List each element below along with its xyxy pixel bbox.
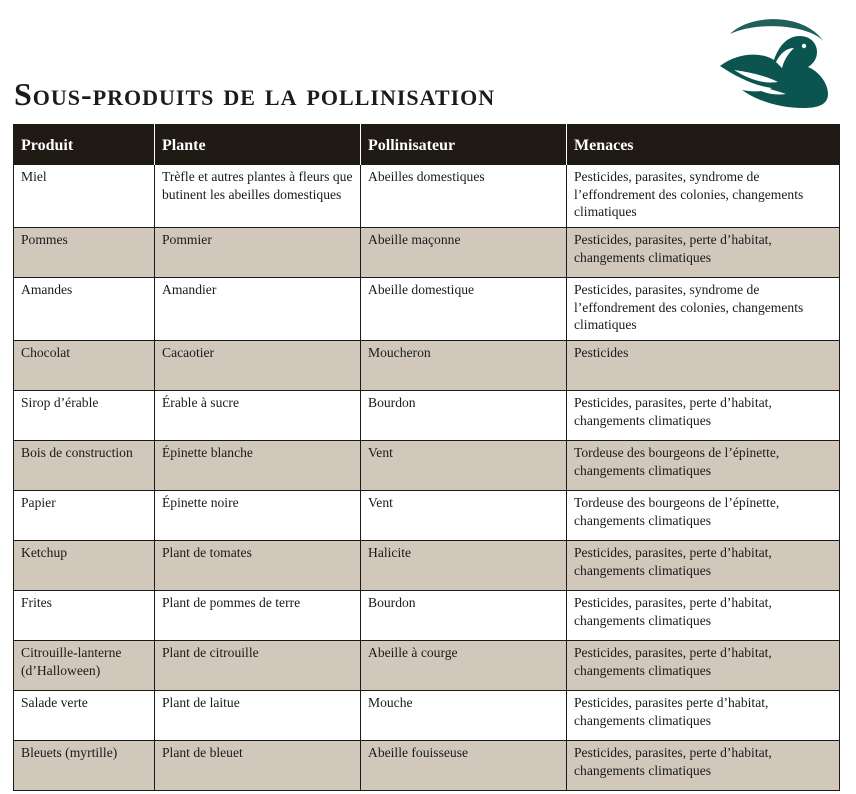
pollination-table (13, 124, 840, 791)
cell-plante: Plant de bleuet (155, 741, 361, 791)
header-plante: Plante (155, 124, 361, 165)
cell-produit: Salade verte (14, 691, 155, 741)
cell-produit: Miel (14, 165, 155, 228)
cell-produit: Citrouille-lanterne (d’Halloween) (14, 641, 155, 691)
cell-produit: Chocolat (14, 341, 155, 391)
cell-menaces: Pesticides (567, 341, 840, 391)
table-header-row (14, 124, 840, 165)
table-row (14, 441, 840, 491)
cell-pollinisateur: Abeille domestique (361, 278, 567, 341)
cell-pollinisateur: Moucheron (361, 341, 567, 391)
cell-plante: Plant de pommes de terre (155, 591, 361, 641)
page-title: Sous-produits de la pollinisation (14, 76, 496, 112)
header-produit: Produit (14, 124, 155, 165)
cell-pollinisateur: Abeille fouisseuse (361, 741, 567, 791)
table-row (14, 491, 840, 541)
cell-plante: Trèfle et autres plantes à fleurs que butinent les abeilles domestiques (155, 165, 361, 228)
cell-pollinisateur: Mouche (361, 691, 567, 741)
cell-plante: Plant de laitue (155, 691, 361, 741)
cell-produit: Ketchup (14, 541, 155, 591)
cell-plante: Épinette blanche (155, 441, 361, 491)
table-row (14, 341, 840, 391)
cell-produit: Amandes (14, 278, 155, 341)
header-menaces: Menaces (567, 124, 840, 165)
header-pollinisateur: Pollinisateur (361, 124, 567, 165)
cell-plante: Pommier (155, 228, 361, 278)
table-row (14, 591, 840, 641)
loon-logo-icon (716, 12, 834, 112)
cell-menaces: Pesticides, parasites perte d’habitat, changements climatiques (567, 691, 840, 741)
cell-produit: Papier (14, 491, 155, 541)
cell-pollinisateur: Bourdon (361, 591, 567, 641)
cell-menaces: Pesticides, parasites, perte d’habitat, changements climatiques (567, 591, 840, 641)
cell-menaces: Pesticides, parasites, perte d’habitat, changements climatiques (567, 541, 840, 591)
cell-plante: Cacaotier (155, 341, 361, 391)
cell-produit: Bois de construction (14, 441, 155, 491)
table-row (14, 165, 840, 228)
cell-menaces: Pesticides, parasites, syndrome de l’effondrement des colonies, changements climatiques (567, 165, 840, 228)
table-row (14, 228, 840, 278)
cell-pollinisateur: Vent (361, 441, 567, 491)
cell-plante: Plant de tomates (155, 541, 361, 591)
cell-pollinisateur: Abeille à courge (361, 641, 567, 691)
cell-produit: Pommes (14, 228, 155, 278)
table-row (14, 641, 840, 691)
cell-produit: Bleuets (myrtille) (14, 741, 155, 791)
cell-menaces: Pesticides, parasites, syndrome de l’effondrement des colonies, changements climatiques (567, 278, 840, 341)
table-row (14, 541, 840, 591)
cell-menaces: Tordeuse des bourgeons de l’épinette, changements climatiques (567, 441, 840, 491)
cell-pollinisateur: Abeille maçonne (361, 228, 567, 278)
cell-pollinisateur: Bourdon (361, 391, 567, 441)
cell-menaces: Pesticides, parasites, perte d’habitat, changements climatiques (567, 641, 840, 691)
cell-pollinisateur: Halicite (361, 541, 567, 591)
cell-plante: Épinette noire (155, 491, 361, 541)
cell-pollinisateur: Vent (361, 491, 567, 541)
cell-produit: Frites (14, 591, 155, 641)
cell-plante: Plant de citrouille (155, 641, 361, 691)
table-row (14, 278, 840, 341)
table-row (14, 391, 840, 441)
table-row (14, 691, 840, 741)
cell-menaces: Pesticides, parasites, perte d’habitat, changements climatiques (567, 741, 840, 791)
cell-menaces: Pesticides, parasites, perte d’habitat, changements climatiques (567, 391, 840, 441)
cell-plante: Érable à sucre (155, 391, 361, 441)
cell-produit: Sirop d’érable (14, 391, 155, 441)
cell-pollinisateur: Abeilles domestiques (361, 165, 567, 228)
cell-menaces: Tordeuse des bourgeons de l’épinette, changements climatiques (567, 491, 840, 541)
cell-plante: Amandier (155, 278, 361, 341)
table-row (14, 741, 840, 791)
cell-menaces: Pesticides, parasites, perte d’habitat, changements climatiques (567, 228, 840, 278)
